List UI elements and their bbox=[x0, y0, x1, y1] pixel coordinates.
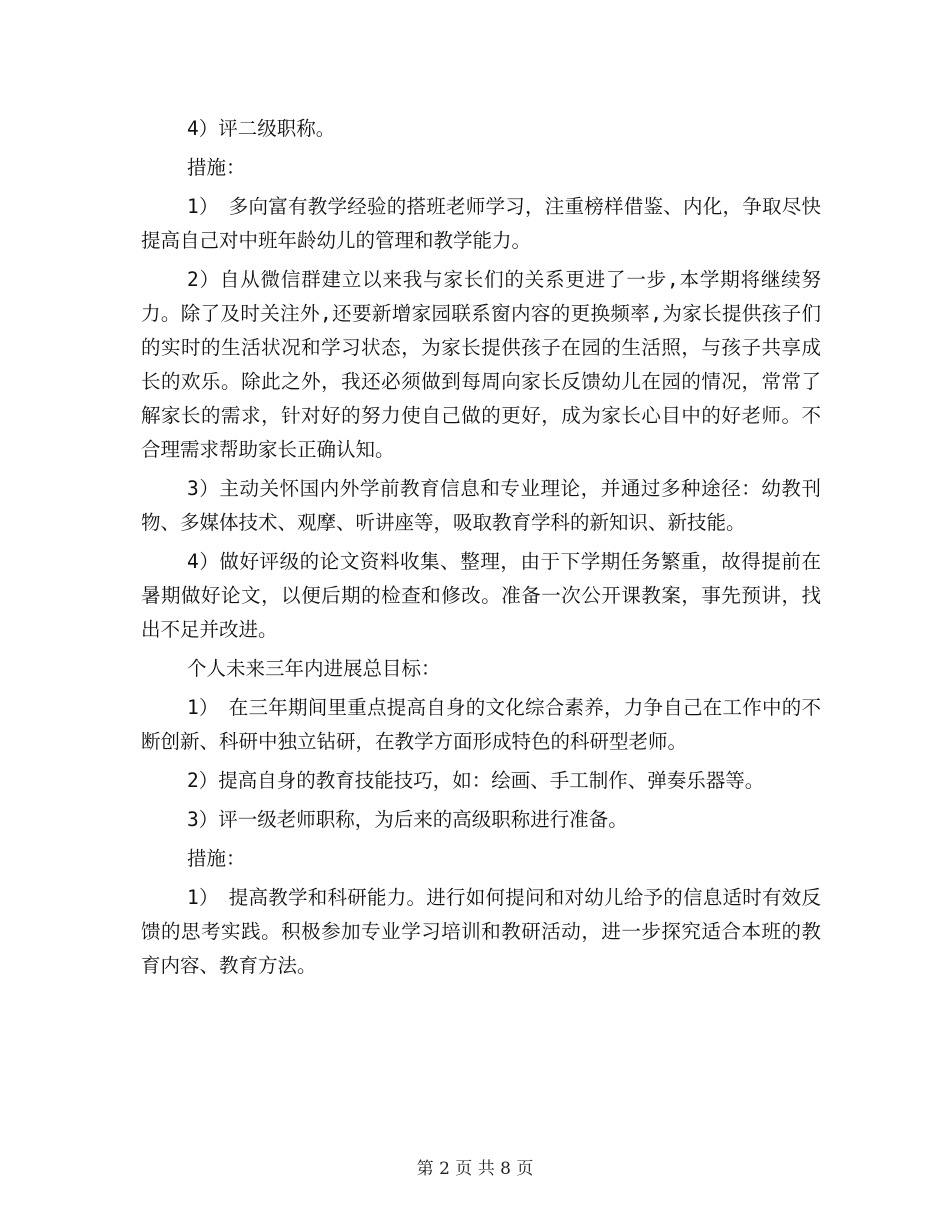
paragraph: 1） 多向富有教学经验的搭班老师学习，注重榜样借鉴、内化，争取尽快提高自己对中班年龄幼儿的管理和教学能力。 bbox=[141, 195, 821, 252]
paragraph: 3）评一级老师职称，为后来的高级职称进行准备。 bbox=[187, 808, 628, 831]
paragraph: 4）评二级职称。 bbox=[187, 117, 336, 140]
document-body bbox=[141, 112, 821, 988]
paragraph: 个人未来三年内进展总目标： bbox=[187, 657, 441, 680]
paragraph: 4）做好评级的论文资料收集、整理，由于下学期任务繁重，故得提前在暑期做好论文，以便后期的检查和修改。准备一次公开课教案，事先预讲，找出不足并改进。 bbox=[141, 550, 821, 641]
page-number-footer: 第 2 页 共 8 页 bbox=[416, 1159, 534, 1179]
paragraph: 3）主动关怀国内外学前教育信息和专业理论，并通过多种途径：幼教刊物、多媒体技术、观摩、听讲座等，吸取教育学科的新知识、新技能。 bbox=[141, 477, 821, 534]
paragraph: 措施： bbox=[187, 847, 246, 870]
paragraph: 1） 在三年期间里重点提高自身的文化综合素养，力争自己在工作中的不断创新、科研中独立钻研，在教学方面形成特色的科研型老师。 bbox=[141, 696, 821, 753]
paragraph: 2）自从微信群建立以来我与家长们的关系更进了一步,本学期将继续努力。除了及时关注外,还要新增家园联系窗内容的更换频率,为家长提供孩子们的实时的生活状况和学习状态，为家长提供孩子在园的生活照，与孩子共享成长的欢乐。除此之外，我还必须做到每周向家长反馈幼儿在园的情况，常常了解家长的需求，针对好的努力使自己做的更好，成为家长心目中的好老师。不合理需求帮助家长正确认知。 bbox=[141, 268, 821, 461]
paragraph: 1） 提高教学和科研能力。进行如何提问和对幼儿给予的信息适时有效反馈的思考实践。积极参加专业学习培训和教研活动，进一步探究适合本班的教育内容、教育方法。 bbox=[141, 886, 821, 977]
paragraph: 2）提高自身的教育技能技巧，如：绘画、手工制作、弹奏乐器等。 bbox=[187, 769, 765, 792]
paragraph: 措施： bbox=[187, 156, 246, 179]
